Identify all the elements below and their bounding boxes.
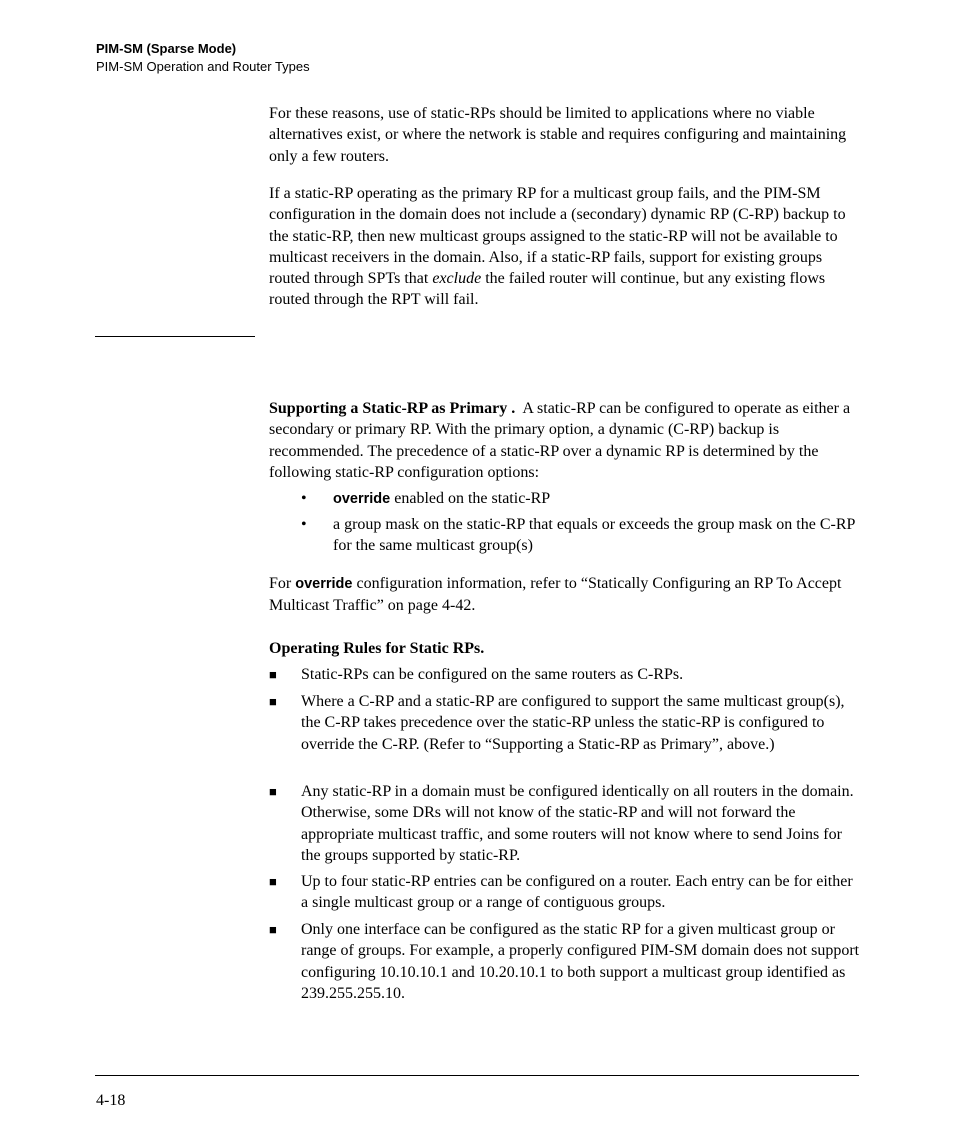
- running-header-title: PIM-SM (Sparse Mode): [96, 41, 237, 56]
- paragraph-text: For: [269, 575, 296, 592]
- paragraph-text: configuration information, refer to “Statically Configuring an RP To Accept Multicast Traffic” on page 4-42.: [269, 575, 842, 615]
- list-item-text: Up to four static-RP entries can be configured on a router. Each entry can be for either a single multicast group or a range of contiguous groups.: [301, 873, 853, 912]
- paragraph-text: If a static-RP operating as the primary RP for a multicast group fails, and the PIM-SM configuration in the domain does not include a (secondary) dynamic RP (C-RP) backup to the static-RP, then new multicast groups assigned to the static-RP will not be available to multicast receivers in the domain. Also, if a static-RP fails, support for existing groups routed through SPTs that: [269, 185, 846, 288]
- square-bullet-icon: ■: [269, 694, 277, 709]
- list-item-text: [333, 488, 861, 510]
- paragraph-text: A static-RP can be configured to operate as either a secondary or primary RP. With the primary option, a dynamic (C-RP) backup is recommended. The precedence of a static-RP over a dynamic RP is determined by the following static-RP configuration options:: [269, 400, 851, 481]
- bullet-icon: •: [301, 516, 307, 533]
- paragraph-supporting-static-rp: [269, 398, 859, 483]
- paragraph-text: the failed router will continue, but any existing flows routed through the RPT will fail.: [269, 270, 826, 309]
- list-item-text: Where a C-RP and a static-RP are configured to support the same multicast group(s), the C-RP takes precedence over the static-RP unless the static-RP is configured to override the C-RP. (Refer to “Supporting a Static-RP as Primary”, above.): [301, 693, 845, 753]
- footer-divider: [95, 1075, 859, 1076]
- list-item-text: Static-RPs can be configured on the same routers as C-RPs.: [301, 666, 684, 683]
- section-divider: [95, 336, 255, 337]
- run-in-heading: Supporting a Static-RP as Primary .: [269, 400, 516, 417]
- square-bullet-icon: ■: [269, 922, 277, 937]
- list-item-text: a group mask on the static-RP that equals or exceeds the group mask on the C-RP for the same multicast group(s): [333, 516, 855, 555]
- list-item-label: enabled on the static-RP: [390, 490, 551, 507]
- square-bullet-icon: ■: [269, 784, 277, 799]
- page-number: 4-18: [96, 1092, 126, 1109]
- emphasis-text: exclude: [432, 270, 482, 288]
- list-item-text: Only one interface can be configured as the static RP for a given multicast group or range of groups. For example, a properly configured PIM-SM domain does not support configuring 10.10.10.1 and 10.20.10.1 to both support a multicast group identified as 239.255.255.10.: [301, 921, 860, 1002]
- paragraph-static-rp-failure: [269, 183, 859, 311]
- section-heading: Operating Rules for Static RPs.: [269, 640, 485, 657]
- bullet-icon: •: [301, 490, 307, 507]
- square-bullet-icon: ■: [269, 874, 277, 889]
- paragraph-override-reference: [269, 573, 859, 617]
- paragraph-static-rp-limits: For these reasons, use of static-RPs should be limited to applications where no viable alternatives exist, or where the network is stable and requires configuring and maintaining only a few routers.: [269, 105, 847, 165]
- list-item-text: Any static-RP in a domain must be configured identically on all routers in the domain. Otherwise, some DRs will not know of the static-RP and will not forward the appropriate multicast traffic, and some routers will not know where to send Joins for the groups supported by static-RP.: [301, 783, 854, 864]
- command-keyword: override: [333, 491, 391, 507]
- command-keyword: override: [295, 576, 353, 592]
- square-bullet-icon: ■: [269, 667, 277, 682]
- running-header-subtitle: PIM-SM Operation and Router Types: [96, 59, 310, 74]
